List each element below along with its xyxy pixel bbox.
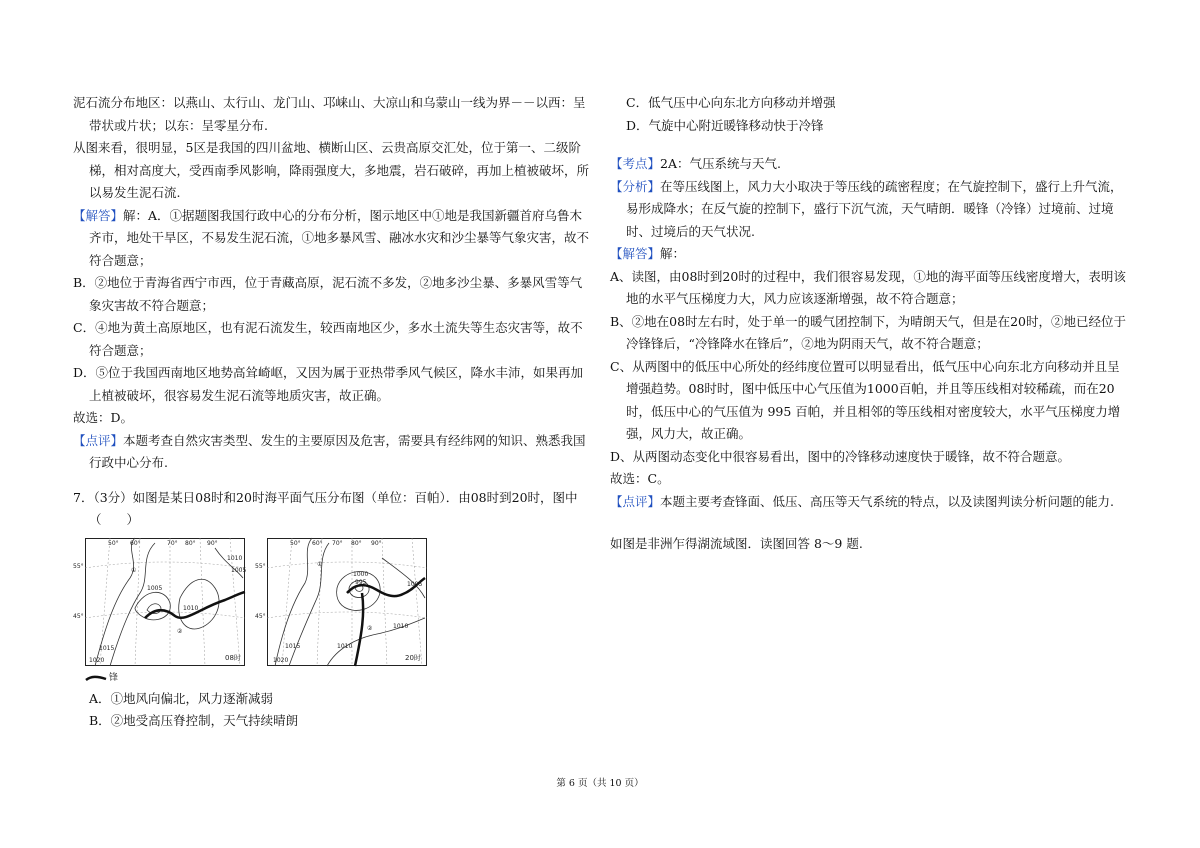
review-text: 本题主要考查锋面、低压、高压等天气系统的特点，以及读图判读分析问题的能力. (660, 493, 1114, 509)
answer-d: D．⑤位于我国西南地区地势高耸崎岖，又因为属于亚热带季风气候区，降水丰沛，如果再加上植被破坏，很容易发生泥石流等地质灾害，故正确。 (73, 365, 584, 403)
lon-label: 70° (167, 539, 178, 547)
option-c: C．低气压中心向东北方向移动并增强 (626, 95, 836, 110)
question-7: 7．（3分）如图是某日08时和20时海平面气压分布图（单位：百帕）．由08时到20时，图中（ ） (73, 489, 578, 527)
comment-tag: 【点评】 (73, 432, 124, 448)
lon-label: 90° (207, 539, 218, 547)
answer-c: C．④地为黄土高原地区，也有泥石流发生，较西南地区少，多水土流失等生态灾害等，故不符合题意； (73, 320, 583, 358)
analysis (610, 176, 1130, 244)
answer-a (73, 205, 593, 273)
right-column (610, 92, 1130, 556)
map-legend (85, 670, 593, 688)
solution-d: D、从两图动态变化中很容易看出，图中的冷锋移动速度快于暖锋，故不符合题意。 (610, 448, 1071, 464)
site-1-marker: ① (317, 560, 323, 568)
lon-label: 50° (108, 539, 119, 547)
isobar-label: 1015 (285, 642, 301, 650)
solution-intro: 解： (660, 246, 686, 261)
isobar-label: 1010 (337, 642, 353, 650)
kaodian (610, 153, 1130, 176)
answer-choice: 故选：D。 (73, 410, 134, 425)
isobar-label: 1015 (99, 644, 115, 652)
isobar-label: 1000 (353, 570, 369, 578)
left-column (73, 92, 593, 733)
lon-label: 50° (290, 539, 301, 547)
lon-label: 70° (332, 539, 343, 547)
paragraph-zone5-analysis: 从图来看，很明显，5区是我国的四川盆地、横断山区、云贵高原交汇处，位于第一、二级阶梯，相对高度大，受西南季风影响，降雨强度大，多地震，岩石破碎，再加上植被破坏，所以易发生泥石流. (73, 140, 590, 200)
lat-label: 55° (73, 562, 84, 570)
site-2-marker: ② (177, 627, 183, 635)
lat-label: 55° (255, 562, 266, 570)
kaodian-text: 2A：气压系统与天气. (660, 156, 781, 171)
isobar-label: 1010 (393, 622, 409, 630)
lon-label: 80° (185, 539, 196, 547)
review (610, 491, 1130, 514)
option-d: D．气旋中心附近暖锋移动快于冷锋 (626, 117, 824, 133)
lon-label: 60° (312, 539, 323, 547)
pressure-map-20 (255, 538, 427, 666)
site-1-marker: ① (131, 566, 137, 574)
lat-label: 45° (73, 612, 84, 620)
solution-heading (610, 243, 1130, 266)
isobar-label: 995 (355, 578, 367, 586)
isobar-label: 1020 (273, 656, 289, 664)
kaodian-tag: 【考点】 (610, 156, 661, 171)
solution-b: B、②地在08时左右时，处于单一的暖气团控制下，为晴朗天气，但是在20时，②地已经位于冷锋锋后，“冷锋降水在锋后”，②地为阴雨天气，故不符合题意； (610, 313, 1126, 351)
answer-b: B．②地位于青海省西宁市西，位于青藏高原，泥石流不多发，②地多沙尘暴、多暴风雪等气象灾害故不符合题意； (73, 275, 583, 313)
option-b: B．②地受高压脊控制，天气持续晴朗 (89, 713, 299, 728)
lat-label: 45° (255, 612, 266, 620)
map-time-label: 08时 (225, 653, 241, 662)
legend-label: 锋 (109, 673, 119, 684)
solution-choice: 故选：C。 (610, 471, 670, 486)
pressure-map-08 (73, 538, 247, 666)
page-footer: 第 6 页（共 10 页） (556, 778, 644, 789)
isobar-label: 1005 (407, 580, 423, 588)
analysis-tag: 【分析】 (610, 178, 661, 194)
paragraph-debris-flow-distribution: 泥石流分布地区：以燕山、太行山、龙门山、邛崃山、大凉山和乌蒙山一线为界－－以西：呈带状或片状；以东：呈零星分布. (73, 95, 586, 133)
review-tag: 【点评】 (610, 493, 661, 509)
solution-a: A、读图，由08时到20时的过程中，我们很容易发现，①地的海平面等压线密度增大，表明该地的水平气压梯度力大，风力应该逐渐增强，故不符合题意； (610, 268, 1126, 306)
comment (73, 430, 593, 475)
isobar-label: 1005 (231, 566, 247, 574)
lon-label: 60° (130, 539, 141, 547)
map-time-label: 20时 (405, 653, 421, 662)
isobar-label: 1005 (147, 584, 163, 592)
site-2-marker: ② (367, 624, 373, 632)
isobar-label: 1020 (89, 656, 105, 664)
next-question-intro: 如图是非洲乍得湖流域图．读图回答 8～9 题. (610, 536, 863, 551)
lon-label: 80° (351, 539, 362, 547)
answer-tag: 【解答】 (73, 207, 124, 223)
front-line-icon (85, 674, 107, 684)
pressure-maps (73, 538, 593, 668)
solution-c: C、从两图中的低压中心所处的经纬度位置可以明显看出，低气压中心向东北方向移动并且呈增强趋势。08时时，图中低压中心气压值为1000百帕，并且等压线相对较稀疏，而在20时，低压中心的气压值为 995 百帕，并且相邻的等压线相对密度较大，水平气压梯度力增强，风力大，故正确。 (610, 358, 1121, 441)
isobar-label: 1010 (183, 604, 199, 612)
option-a: A．①地风向偏北，风力逐渐减弱 (89, 690, 274, 706)
lon-label: 90° (371, 539, 382, 547)
comment-text: 本题考查自然灾害类型、发生的主要原因及危害，需要具有经纬网的知识、熟悉我国行政中心分布. (89, 432, 586, 470)
solution-tag: 【解答】 (610, 246, 661, 261)
isobar-label: 1010 (227, 554, 243, 562)
analysis-text: 在等压线图上，风力大小取决于等压线的疏密程度；在气旋控制下，盛行上升气流，易形成降水；在反气旋的控制下，盛行下沉气流，天气晴朗．暖锋（冷锋）过境前、过境时、过境后的天气状况. (626, 178, 1123, 239)
answer-a-text: 解：A．①据题图我国行政中心的分布分析，图示地区中①地是我国新疆首府乌鲁木齐市，地处干旱区，不易发生泥石流，①地多暴风雪、融冰水灾和沙尘暴等气象灾害，故不符合题意； (89, 207, 590, 268)
